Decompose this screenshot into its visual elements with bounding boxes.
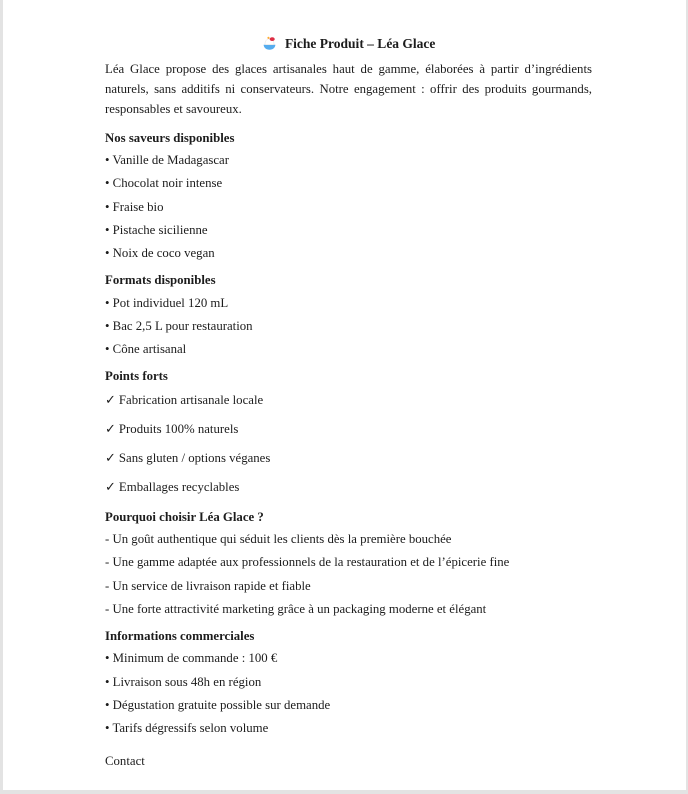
section-heading: Pourquoi choisir Léa Glace ? [105,509,264,524]
section-heading: Points forts [105,369,168,384]
list-item: ✓ Produits 100% naturels [105,421,239,436]
ice-cream-emoji-icon [262,34,277,54]
list-item: ✓ Fabrication artisanale locale [105,392,264,407]
list-item: • Bac 2,5 L pour restauration [105,318,253,333]
list-item: • Pistache sicilienne [105,222,208,237]
list-item: • Pot individuel 120 mL [105,295,229,310]
list-item: - Un service de livraison rapide et fiable [105,578,311,593]
page-title [105,34,592,54]
page-title-text: Fiche Produit – Léa Glace [284,36,436,51]
intro-paragraph: Léa Glace propose des glaces artisanales haut de gamme, élaborées à partir d’ingrédients naturels, sans additifs ni conservateurs. Notre engagement : offrir des produits gourmands, responsables et savoureux. [105,62,592,116]
list-item: • Livraison sous 48h en région [105,674,262,689]
list-item: • Tarifs dégressifs selon volume [105,721,269,736]
sections-container [105,130,592,738]
page-bottom-edge [0,790,688,794]
list-item: • Vanille de Madagascar [105,153,229,167]
list-item: ✓ Emballages recyclables [105,480,240,495]
list-item: ✓ Sans gluten / options véganes [105,451,271,466]
page-left-edge [0,0,3,794]
list-item: • Minimum de commande : 100 € [105,651,278,666]
contact-label: Contact [105,754,145,769]
section-heading: Formats disponibles [105,273,216,288]
list-item: • Noix de coco vegan [105,246,215,261]
list-item: - Une gamme adaptée aux professionnels de la restauration et de l’épicerie fine [105,555,510,570]
list-item: • Chocolat noir intense [105,176,223,191]
list-item: • Fraise bio [105,199,164,214]
section-heading: Informations commerciales [105,629,255,644]
list-item: - Une forte attractivité marketing grâce à un packaging moderne et élégant [105,601,487,616]
list-item: • Dégustation gratuite possible sur demande [105,697,331,712]
list-item: • Cône artisanal [105,342,187,357]
list-item: - Un goût authentique qui séduit les clients dès la première bouchée [105,531,452,546]
section-heading: Nos saveurs disponibles [105,130,235,145]
